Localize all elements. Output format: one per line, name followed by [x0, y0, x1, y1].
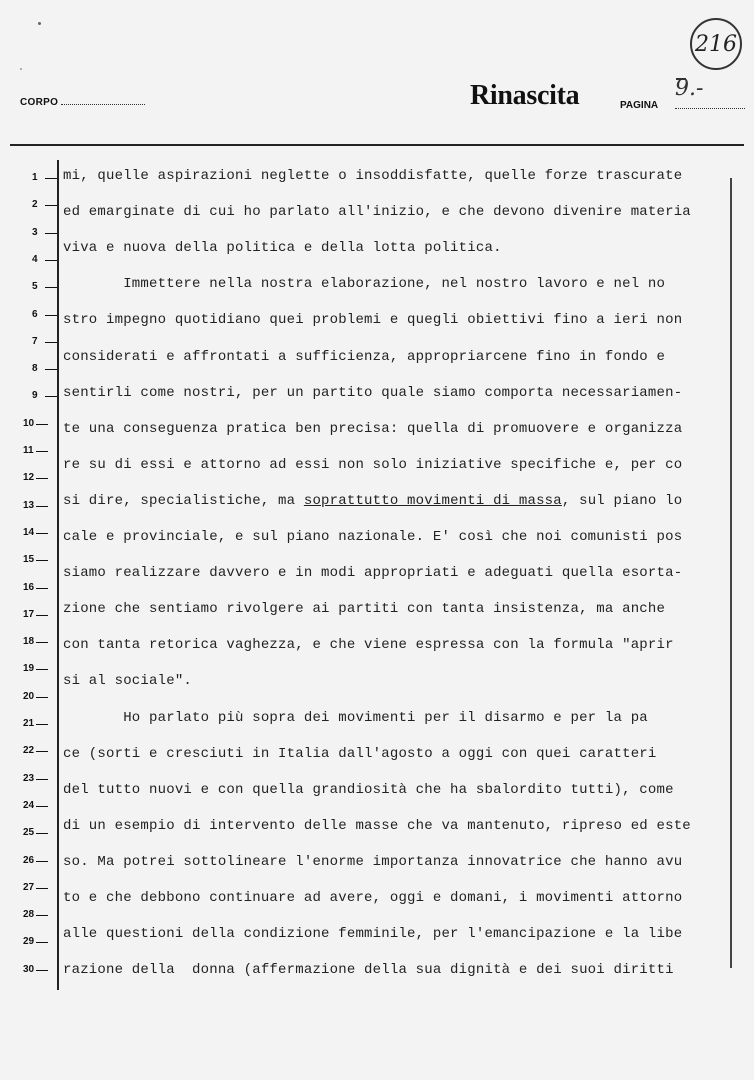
line-number: 19 — [23, 663, 35, 675]
line-number: 1 — [32, 172, 38, 183]
body-text-line: zione che sentiamo rivolgere ai partiti con tanta insistenza, ma anche — [63, 601, 666, 618]
body-text-line: so. Ma potrei sottolineare l'enorme importanza innovatrice che hanno avu — [63, 853, 683, 870]
body-text-line: cale e provinciale, e sul piano nazionale. E' così che noi comunisti pos — [63, 529, 683, 545]
body-text-line: con tanta retorica vaghezza, e che viene espressa con la formula "aprir — [63, 637, 674, 654]
body-text-line: to e che debbono continuare ad avere, oggi e domani, i movimenti attorno — [63, 890, 683, 906]
corpo-label: CORPO — [20, 97, 59, 108]
body-text-line: sentirli come nostri, per un partito quale siamo comporta necessariamen- — [63, 384, 683, 401]
line-number: 25 — [23, 827, 35, 839]
body-text-line: si dire, specialistiche, ma soprattutto movimenti di massa, sul piano lo — [63, 492, 683, 509]
body-text-line: ed emarginate di cui ho parlato all'inizio, e che devono divenire materia — [63, 204, 691, 221]
body-text-line: considerati e affrontati a sufficienza, appropriarcene fino in fondo e — [63, 348, 666, 365]
line-number: 16 — [23, 581, 35, 593]
line-number: 8 — [32, 363, 38, 375]
left-margin-rule — [57, 160, 59, 990]
line-number: 14 — [23, 526, 35, 538]
line-number: 17 — [23, 608, 35, 620]
line-number: 18 — [23, 636, 35, 648]
masthead-title: Rinascita — [470, 80, 580, 111]
line-number: 6 — [32, 308, 38, 320]
archive-page-stamp — [690, 18, 742, 70]
line-number: 11 — [23, 445, 34, 456]
scan-speck — [38, 22, 41, 25]
archive-stamp-number: 216 — [695, 31, 737, 57]
body-text-line: ce (sorti e cresciuti in Italia dall'agosto a oggi con quei caratteri — [63, 745, 657, 762]
line-number: 21 — [23, 718, 35, 729]
line-number: 12 — [23, 472, 35, 484]
scan-speck — [20, 68, 22, 70]
corpo-field — [20, 96, 145, 108]
line-number: 22 — [23, 745, 35, 757]
body-text-line: te una conseguenza pratica ben precisa: quella di promuovere e organizza — [63, 420, 683, 437]
right-margin-rule — [730, 178, 732, 968]
body-text-line: si al sociale". — [63, 673, 193, 690]
body-text-line: siamo realizzare davvero e in modi appropriati e adeguati quella esorta- — [63, 565, 683, 582]
body-text-line: re su di essi e attorno ad essi non solo iniziative specifiche e, per co — [63, 456, 683, 473]
body-text-line: stro impegno quotidiano quei problemi e quegli obiettivi fino a ieri non — [63, 312, 683, 329]
body-text-line: alle questioni della condizione femminile, per l'emancipazione e la libe — [63, 926, 683, 943]
line-number: 9 — [32, 390, 38, 402]
line-number: 28 — [23, 909, 35, 921]
pagina-dotted-line — [675, 108, 745, 109]
line-number: 5 — [32, 281, 38, 293]
line-number: 13 — [23, 499, 35, 511]
pagina-label: PAGINA — [620, 100, 659, 111]
body-text-line: del tutto nuovi e con quella grandiosità che ha sbalordito tutti), come — [63, 781, 674, 798]
line-number: 10 — [23, 417, 35, 429]
line-number: 20 — [23, 690, 35, 702]
body-text-line: di un esempio di intervento delle masse che va mantenuto, ripreso ed este — [63, 817, 691, 834]
line-number: 30 — [23, 963, 35, 975]
pagina-value: 9.- — [675, 76, 704, 101]
line-number: 26 — [23, 854, 35, 866]
corpo-dotted-line — [61, 96, 145, 105]
line-number: 2 — [32, 199, 38, 211]
line-number: 29 — [23, 936, 35, 948]
body-text-line: razione della donna (affermazione della sua dignità e dei suoi diritti — [63, 962, 674, 979]
body-text-line: Ho parlato più sopra dei movimenti per il disarmo e per la pa — [63, 709, 648, 726]
body-text-line: viva e nuova della politica e della lotta politica. — [63, 240, 502, 257]
line-number: 27 — [23, 881, 35, 893]
body-text-line: Immettere nella nostra elaborazione, nel nostro lavoro e nel no — [63, 276, 666, 293]
line-number: 4 — [32, 253, 38, 265]
header-rule — [10, 144, 744, 146]
line-number: 23 — [23, 772, 35, 784]
line-number: 24 — [23, 799, 35, 811]
underlined-phrase: soprattutto movimenti di massa — [303, 492, 562, 509]
line-number: 3 — [32, 226, 38, 238]
line-number: 7 — [32, 335, 38, 347]
body-text-line: mi, quelle aspirazioni neglette o insoddisfatte, quelle forze trascurate — [63, 168, 683, 184]
line-number: 15 — [23, 554, 35, 566]
